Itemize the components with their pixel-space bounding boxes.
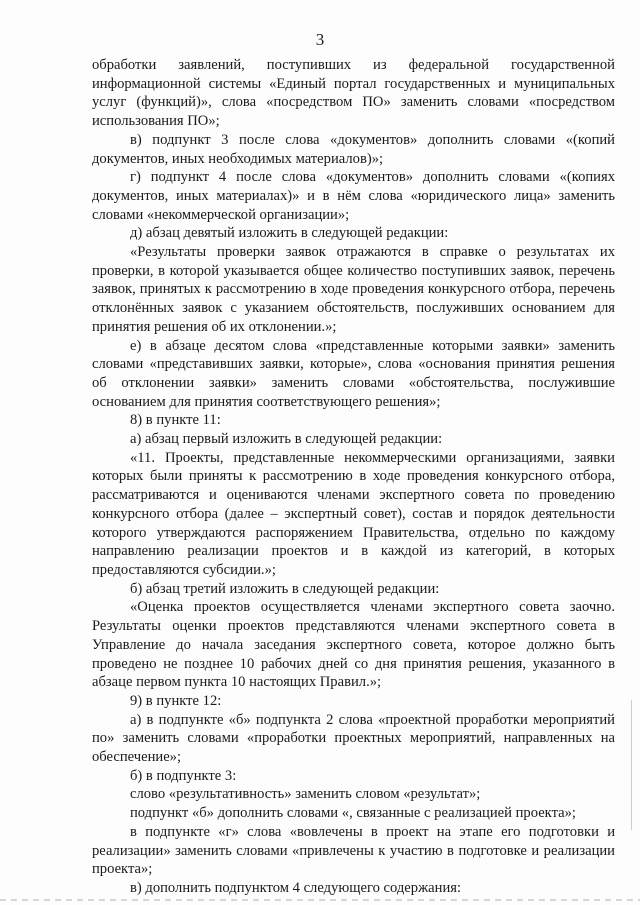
scan-artifact-edge <box>631 700 632 830</box>
paragraph-word-replacement: слово «результативность» заменить словом «результат»; <box>130 786 481 803</box>
paragraph-quote-evaluation: «Оценка проектов осуществляется членами экспертного совета заочно. Результаты оценки проектов представляются членами экспертного совета в Управление до начала заседания экспертного совета, которое должно быть проведено не позднее 10 рабочих дней со дня принятия решения, указанного в абзаце первом пункта 10 настоящих Правил.»; <box>92 599 615 691</box>
paragraph-item-b-point-12: б) в подпункте 3: <box>130 767 237 784</box>
paragraph-quote-point-11: «11. Проекты, представленные некоммерческими организациями, заявки которых были приняты к рассмотрению в ходе проведения конкурсного отбора, рассматриваются и оцениваются членами экспертного совета по проведению конкурсного отбора (далее – экспертный совет), состав и порядок деятельности которого утверждаются распоряжением Правительства, отдельно по каждому направлению реализации проектов и в каждой из категорий, в которых предоставляются субсидии.»; <box>92 449 615 578</box>
paragraph-continuation: обработки заявлений, поступивших из федеральной государственной информационной системы «Единый портал государственных и муниципальных услуг (функций)», слова «посредством ПО» заменить словами «посредством использования ПО»; <box>92 57 615 130</box>
paragraph-subpoint-b-addition: подпункт «б» дополнить словами «, связанные с реализацией проекта»; <box>130 805 576 822</box>
document-body <box>92 56 615 898</box>
paragraph-item-e: е) в абзаце десятом слова «представленные которыми заявки» заменить словами «представивших заявки, которые», слова «основания принятия решения об отклонении заявки» заменить словами «обстоятельства, послужившие основанием для принятия соответствующего решения»; <box>92 337 615 410</box>
paragraph-quote-check-results: «Результаты проверки заявок отражаются в справке о результатах их проверки, в которой указывается общее количество поступивших заявок, перечень заявок, принятых к рассмотрению в ходе проведения конкурсного отбора, перечень отклонённых заявок с указанием обстоятельств, послуживших основанием для принятия решения об их отклонении.»; <box>92 244 615 335</box>
paragraph-point-8: 8) в пункте 11: <box>130 412 221 429</box>
page-number: 3 <box>315 30 325 49</box>
scan-artifact-bottom <box>0 899 640 901</box>
paragraph-item-g-subpoint-4: г) подпункт 4 после слова «документов» дополнить словами «(копиях документов, иных материалах)» и в нём слова «юридического лица» заменить словами «некоммерческой организации»; <box>92 169 615 223</box>
paragraph-item-a-point-11: а) абзац первый изложить в следующей редакции: <box>130 431 443 448</box>
paragraph-item-b-point-11: б) абзац третий изложить в следующей редакции: <box>130 580 440 597</box>
paragraph-point-9: 9) в пункте 12: <box>130 692 222 709</box>
paragraph-item-v-subpoint-3: в) подпункт 3 после слова «документов» дополнить словами «(копий документов, иных необходимых материалов)»; <box>92 131 615 167</box>
paragraph-item-d: д) абзац девятый изложить в следующей редакции: <box>130 225 449 242</box>
paragraph-item-v-point-12: в) дополнить подпунктом 4 следующего содержания: <box>130 879 462 896</box>
paragraph-subpoint-g-replacement: в подпункте «г» слова «вовлечены в проект на этапе его подготовки и реализации» заменить словами «привлечены к участию в подготовке и реализации проекта»; <box>92 823 615 878</box>
paragraph-item-a-point-12: а) в подпункте «б» подпункта 2 слова «проектной проработки мероприятий по» заменить словами «проработки проектных мероприятий, направленных на обеспечение»; <box>92 711 615 766</box>
